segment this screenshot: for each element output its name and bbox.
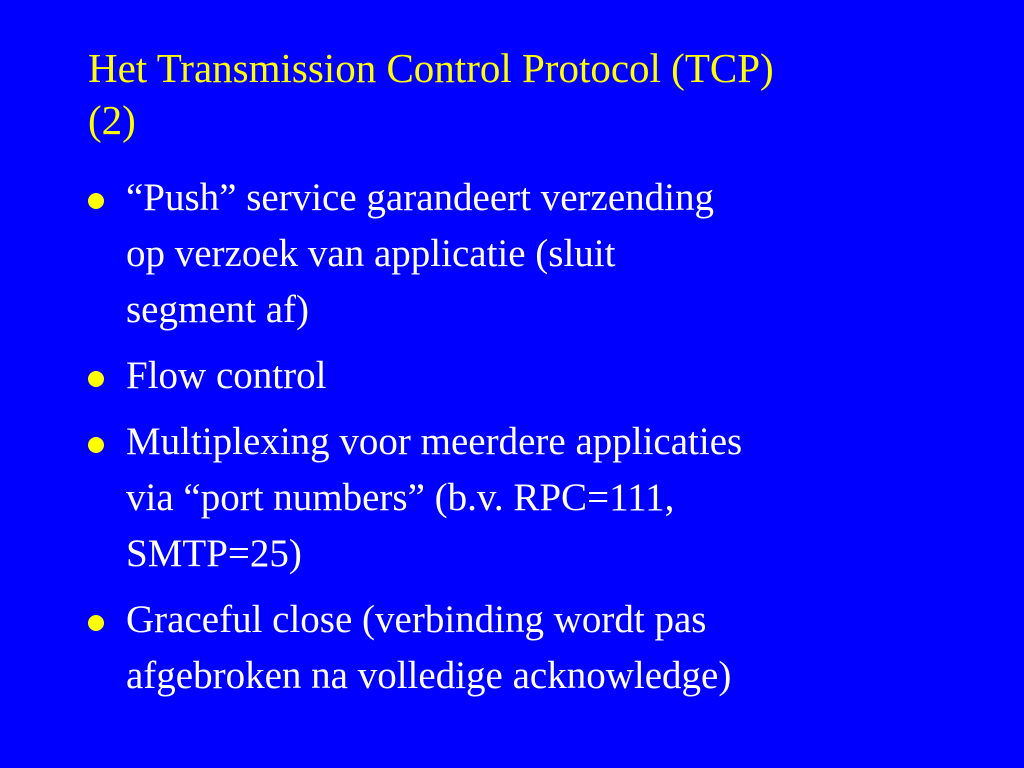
bullet-text-line: afgebroken na volledige acknowledge) [126,654,732,697]
title-line-1: Het Transmission Control Protocol (TCP) [88,45,774,91]
bullet-item-graceful-close [88,592,948,704]
bullet-dot-icon [88,371,104,387]
bullet-text-line: Graceful close (verbinding wordt pas [126,598,707,641]
bullet-text-line: “Push” service garandeert verzending [126,176,714,219]
bullet-text-line: via “port numbers” (b.v. RPC=111, [126,476,675,519]
bullet-text-line: segment af) [126,288,310,331]
slide-title [88,42,948,146]
bullet-text-line: op verzoek van applicatie (sluit [126,232,616,275]
bullet-item-flow-control [88,348,948,404]
bullet-text-line: SMTP=25) [126,532,302,575]
bullet-item-push-service [88,170,948,338]
title-line-2: (2) [88,97,136,143]
bullet-dot-icon [88,615,104,631]
bullet-text-line: Multiplexing voor meerdere applicaties [126,420,743,463]
bullet-list [88,170,948,704]
bullet-item-multiplexing [88,414,948,582]
bullet-text-line: Flow control [126,354,327,397]
bullet-dot-icon [88,193,104,209]
bullet-dot-icon [88,437,104,453]
